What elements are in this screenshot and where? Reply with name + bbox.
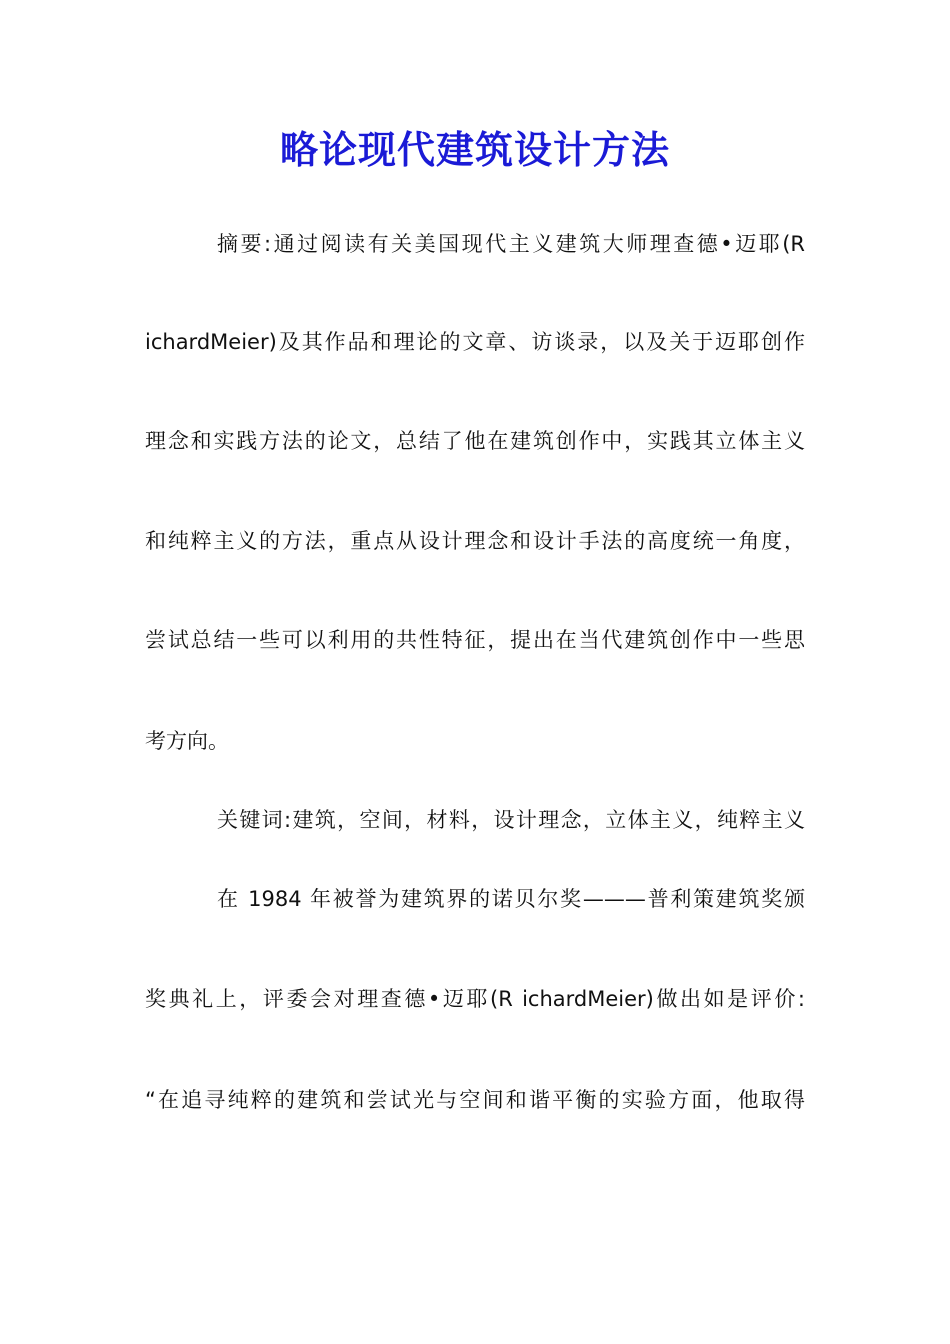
- keywords-line: 关键词:建筑，空间，材料，设计理念，立体主义，纯粹主义: [217, 808, 805, 832]
- abstract-line-1: 摘要:通过阅读有关美国现代主义建筑大师理查德•迈耶(R: [217, 232, 805, 256]
- body-line-3: “在追寻纯粹的建筑和尝试光与空间和谐平衡的实验方面，他取得: [145, 1088, 805, 1112]
- abstract-line-2: ichardMeier)及其作品和理论的文章、访谈录，以及关于迈耶创作: [145, 330, 805, 354]
- body-line-2: 奖典礼上，评委会对理查德•迈耶(R ichardMeier)做出如是评价:: [145, 987, 805, 1011]
- abstract-line-4: 和纯粹主义的方法，重点从设计理念和设计手法的高度统一角度，: [145, 529, 805, 553]
- abstract-line-3: 理念和实践方法的论文，总结了他在建筑创作中，实践其立体主义: [145, 429, 805, 453]
- abstract-line-5: 尝试总结一些可以利用的共性特征，提出在当代建筑创作中一些思: [145, 628, 805, 652]
- abstract-line-6: 考方向。: [145, 729, 229, 753]
- body-line-1: 在 1984 年被誉为建筑界的诺贝尔奖———普利策建筑奖颁: [217, 887, 805, 911]
- document-title: 略论现代建筑设计方法: [279, 127, 670, 172]
